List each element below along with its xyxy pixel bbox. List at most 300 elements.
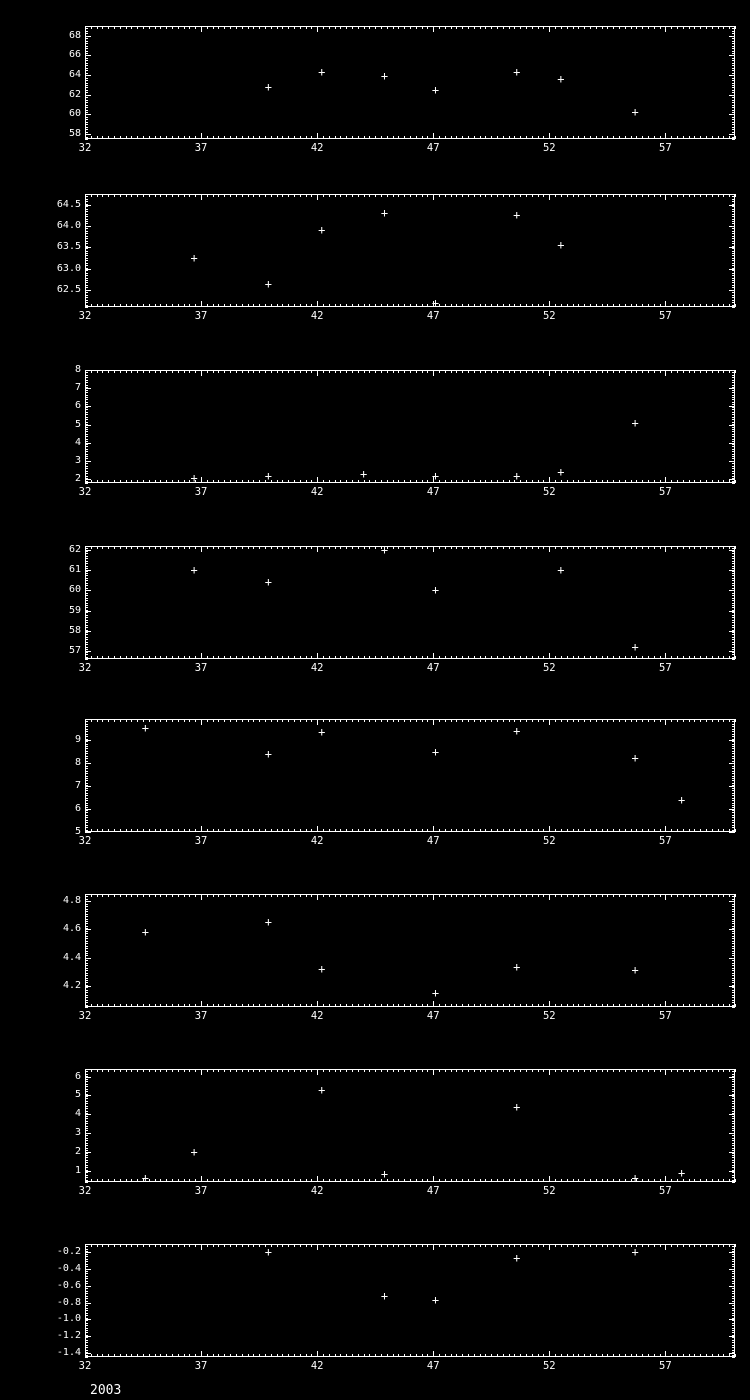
x-tick-label: 47 <box>426 310 440 322</box>
axis-minor-tick <box>85 1332 88 1333</box>
axis-minor-tick <box>85 1182 88 1183</box>
axis-minor-tick <box>445 719 446 722</box>
x-tick-label: 37 <box>194 1360 208 1372</box>
axis-minor-tick <box>97 656 98 659</box>
axis-minor-tick <box>694 1354 695 1357</box>
axis-minor-tick <box>543 1179 544 1182</box>
axis-minor-tick <box>102 1069 103 1072</box>
axis-minor-tick <box>85 970 88 971</box>
axis-minor-tick <box>427 1354 428 1357</box>
axis-minor-tick <box>480 1004 481 1007</box>
axis-minor-tick <box>375 1244 376 1247</box>
axis-minor-tick <box>561 1004 562 1007</box>
axis-minor-tick <box>311 304 312 307</box>
axis-minor-tick <box>683 719 684 722</box>
axis-minor-tick <box>311 370 312 373</box>
axis-minor-tick <box>329 1069 330 1072</box>
axis-minor-tick <box>85 51 88 52</box>
axis-minor-tick <box>497 194 498 197</box>
y-axis-major-tick <box>85 1252 91 1253</box>
axis-minor-tick <box>732 758 735 759</box>
data-point-marker <box>378 544 390 556</box>
axis-minor-tick <box>729 194 730 197</box>
axis-minor-tick <box>85 909 88 910</box>
axis-minor-tick <box>311 1069 312 1072</box>
axis-minor-tick <box>532 370 533 373</box>
axis-minor-tick <box>131 304 132 307</box>
data-point-marker <box>555 564 567 576</box>
axis-minor-tick <box>85 634 88 635</box>
axis-minor-tick <box>590 829 591 832</box>
axis-minor-tick <box>700 26 701 29</box>
axis-minor-tick <box>732 637 735 638</box>
data-point-marker <box>188 472 200 484</box>
y-axis-major-tick <box>729 36 735 37</box>
axis-minor-tick <box>451 1069 452 1072</box>
axis-minor-tick <box>735 1004 736 1007</box>
axis-minor-tick <box>732 1273 735 1274</box>
axis-minor-tick <box>102 304 103 307</box>
x-tick-label: 32 <box>78 835 92 847</box>
axis-minor-tick <box>271 304 272 307</box>
axis-minor-tick <box>642 829 643 832</box>
axis-minor-tick <box>712 304 713 307</box>
axis-minor-tick <box>485 480 486 483</box>
axis-minor-tick <box>265 26 266 29</box>
axis-minor-tick <box>526 1179 527 1182</box>
axis-minor-tick <box>381 194 382 197</box>
y-axis-major-tick <box>85 763 91 764</box>
axis-minor-tick <box>422 304 423 307</box>
axis-minor-tick <box>474 1244 475 1247</box>
axis-minor-tick <box>97 370 98 373</box>
axis-minor-tick <box>732 987 735 988</box>
x-tick-label: 52 <box>542 486 556 498</box>
axis-minor-tick <box>143 136 144 139</box>
axis-minor-tick <box>259 656 260 659</box>
axis-minor-tick <box>732 382 735 383</box>
axis-minor-tick <box>271 1004 272 1007</box>
data-point-marker <box>511 470 523 482</box>
axis-minor-tick <box>497 1069 498 1072</box>
y-tick-label: 7 <box>74 382 81 394</box>
axis-minor-tick <box>85 273 88 274</box>
axis-minor-tick <box>271 26 272 29</box>
axis-minor-tick <box>195 719 196 722</box>
axis-minor-tick <box>445 1179 446 1182</box>
x-axis-major-tick <box>85 894 86 900</box>
axis-minor-tick <box>732 923 735 924</box>
x-tick-label: 57 <box>659 835 672 847</box>
axis-minor-tick <box>236 370 237 373</box>
axis-minor-tick <box>410 719 411 722</box>
axis-minor-tick <box>596 1244 597 1247</box>
axis-minor-tick <box>155 829 156 832</box>
x-tick-label: 32 <box>78 1185 92 1197</box>
axis-minor-tick <box>631 370 632 373</box>
axis-minor-tick <box>625 304 626 307</box>
axis-minor-tick <box>253 1004 254 1007</box>
axis-minor-tick <box>439 194 440 197</box>
axis-minor-tick <box>172 656 173 659</box>
axis-minor-tick <box>642 546 643 549</box>
axis-minor-tick <box>732 287 735 288</box>
y-axis-major-tick <box>85 55 91 56</box>
axis-minor-tick <box>732 429 735 430</box>
axis-minor-tick <box>732 305 735 306</box>
axis-minor-tick <box>732 553 735 554</box>
axis-minor-tick <box>602 194 603 197</box>
axis-minor-tick <box>671 1244 672 1247</box>
axis-minor-tick <box>491 546 492 549</box>
axis-minor-tick <box>636 1069 637 1072</box>
axis-minor-tick <box>364 1069 365 1072</box>
axis-minor-tick <box>230 894 231 897</box>
axis-minor-tick <box>236 719 237 722</box>
axis-minor-tick <box>732 744 735 745</box>
axis-minor-tick <box>497 1244 498 1247</box>
data-point-marker <box>629 752 641 764</box>
axis-minor-tick <box>329 1004 330 1007</box>
axis-minor-tick <box>288 480 289 483</box>
axis-minor-tick <box>683 894 684 897</box>
axis-minor-tick <box>514 1244 515 1247</box>
axis-minor-tick <box>456 1069 457 1072</box>
axis-minor-tick <box>468 894 469 897</box>
axis-minor-tick <box>671 829 672 832</box>
axis-minor-tick <box>416 194 417 197</box>
axis-minor-tick <box>555 480 556 483</box>
axis-minor-tick <box>387 26 388 29</box>
axis-minor-tick <box>137 656 138 659</box>
axis-minor-tick <box>85 997 88 998</box>
axis-minor-tick <box>85 1155 88 1156</box>
axis-minor-tick <box>732 253 735 254</box>
axis-minor-tick <box>364 1244 365 1247</box>
axis-minor-tick <box>445 194 446 197</box>
axis-minor-tick <box>329 546 330 549</box>
chart-panel <box>0 876 750 1049</box>
axis-minor-tick <box>474 829 475 832</box>
axis-minor-tick <box>732 105 735 106</box>
axis-minor-tick <box>474 1004 475 1007</box>
axis-minor-tick <box>456 370 457 373</box>
axis-minor-tick <box>456 194 457 197</box>
axis-minor-tick <box>732 803 735 804</box>
axis-minor-tick <box>416 894 417 897</box>
axis-minor-tick <box>375 370 376 373</box>
axis-minor-tick <box>648 894 649 897</box>
axis-minor-tick <box>85 995 88 996</box>
axis-minor-tick <box>732 780 735 781</box>
axis-minor-tick <box>91 1354 92 1357</box>
axis-minor-tick <box>732 414 735 415</box>
axis-minor-tick <box>732 1332 735 1333</box>
axis-minor-tick <box>485 194 486 197</box>
axis-minor-tick <box>137 1244 138 1247</box>
axis-minor-tick <box>509 1179 510 1182</box>
axis-minor-tick <box>607 829 608 832</box>
axis-minor-tick <box>654 1354 655 1357</box>
axis-minor-tick <box>85 46 88 47</box>
axis-minor-tick <box>619 26 620 29</box>
axis-minor-tick <box>677 656 678 659</box>
axis-minor-tick <box>732 729 735 730</box>
axis-minor-tick <box>532 1179 533 1182</box>
axis-minor-tick <box>108 1179 109 1182</box>
axis-minor-tick <box>590 136 591 139</box>
y-axis-major-tick <box>729 443 735 444</box>
axis-minor-tick <box>230 1354 231 1357</box>
axis-minor-tick <box>143 480 144 483</box>
axis-minor-tick <box>85 139 88 140</box>
axis-minor-tick <box>671 136 672 139</box>
axis-minor-tick <box>166 894 167 897</box>
axis-minor-tick <box>195 656 196 659</box>
y-axis-major-tick <box>729 1336 735 1337</box>
axis-minor-tick <box>85 1281 88 1282</box>
axis-minor-tick <box>224 1179 225 1182</box>
axis-minor-tick <box>712 1179 713 1182</box>
axis-minor-tick <box>503 304 504 307</box>
axis-minor-tick <box>584 1244 585 1247</box>
axis-minor-tick <box>456 1244 457 1247</box>
axis-minor-tick <box>491 26 492 29</box>
axis-minor-tick <box>573 304 574 307</box>
axis-minor-tick <box>218 194 219 197</box>
x-axis-major-tick <box>85 301 86 307</box>
axis-minor-tick <box>236 1179 237 1182</box>
axis-minor-tick <box>85 1264 88 1265</box>
axis-minor-tick <box>85 243 88 244</box>
x-axis-major-tick <box>317 26 318 32</box>
axis-minor-tick <box>306 1244 307 1247</box>
y-tick-label: 58 <box>68 128 81 140</box>
axis-minor-tick <box>660 829 661 832</box>
axis-minor-tick <box>503 894 504 897</box>
axis-minor-tick <box>352 829 353 832</box>
axis-minor-tick <box>282 370 283 373</box>
axis-minor-tick <box>126 194 127 197</box>
x-axis-major-tick <box>201 719 202 725</box>
axis-minor-tick <box>732 231 735 232</box>
axis-minor-tick <box>236 829 237 832</box>
axis-minor-tick <box>85 968 88 969</box>
axis-minor-tick <box>375 194 376 197</box>
axis-minor-tick <box>300 1004 301 1007</box>
axis-minor-tick <box>427 1004 428 1007</box>
axis-minor-tick <box>85 1167 88 1168</box>
axis-minor-tick <box>369 1244 370 1247</box>
axis-minor-tick <box>607 194 608 197</box>
axis-minor-tick <box>573 1069 574 1072</box>
axis-minor-tick <box>178 1244 179 1247</box>
axis-minor-tick <box>143 370 144 373</box>
axis-minor-tick <box>85 617 88 618</box>
axis-minor-tick <box>732 1148 735 1149</box>
axis-minor-tick <box>85 107 88 108</box>
axis-minor-tick <box>85 1145 88 1146</box>
axis-minor-tick <box>468 26 469 29</box>
axis-minor-tick <box>706 136 707 139</box>
axis-minor-tick <box>468 1004 469 1007</box>
y-axis-major-tick <box>729 370 735 371</box>
axis-minor-tick <box>85 659 88 660</box>
axis-minor-tick <box>439 370 440 373</box>
axis-minor-tick <box>654 1004 655 1007</box>
axis-minor-tick <box>732 1111 735 1112</box>
axis-minor-tick <box>416 136 417 139</box>
axis-minor-tick <box>732 1177 735 1178</box>
axis-minor-tick <box>85 434 88 435</box>
axis-minor-tick <box>85 805 88 806</box>
axis-minor-tick <box>567 894 568 897</box>
axis-minor-tick <box>265 1179 266 1182</box>
y-axis-major-tick <box>729 134 735 135</box>
axis-minor-tick <box>404 1069 405 1072</box>
axis-minor-tick <box>346 304 347 307</box>
axis-minor-tick <box>102 1354 103 1357</box>
y-axis-major-tick <box>85 1319 91 1320</box>
axis-minor-tick <box>97 194 98 197</box>
axis-minor-tick <box>85 1098 88 1099</box>
axis-minor-tick <box>732 1301 735 1302</box>
axis-minor-tick <box>732 468 735 469</box>
axis-minor-tick <box>648 304 649 307</box>
axis-minor-tick <box>189 26 190 29</box>
axis-minor-tick <box>602 546 603 549</box>
axis-minor-tick <box>648 1179 649 1182</box>
y-axis-major-tick <box>85 95 91 96</box>
axis-minor-tick <box>732 776 735 777</box>
y-axis-major-tick <box>729 205 735 206</box>
axis-minor-tick <box>567 719 568 722</box>
axis-minor-tick <box>660 370 661 373</box>
y-axis-major-tick <box>85 809 91 810</box>
axis-minor-tick <box>561 1354 562 1357</box>
axis-minor-tick <box>369 719 370 722</box>
axis-minor-tick <box>85 780 88 781</box>
axis-minor-tick <box>427 719 428 722</box>
axis-minor-tick <box>567 1244 568 1247</box>
axis-minor-tick <box>340 194 341 197</box>
axis-minor-tick <box>282 304 283 307</box>
axis-minor-tick <box>265 1004 266 1007</box>
axis-minor-tick <box>573 829 574 832</box>
axis-minor-tick <box>352 26 353 29</box>
x-axis-major-tick <box>433 1176 434 1182</box>
axis-minor-tick <box>85 973 88 974</box>
axis-minor-tick <box>732 58 735 59</box>
axis-minor-tick <box>439 894 440 897</box>
axis-minor-tick <box>561 656 562 659</box>
axis-minor-tick <box>114 1179 115 1182</box>
axis-minor-tick <box>732 1140 735 1141</box>
axis-minor-tick <box>555 370 556 373</box>
axis-minor-tick <box>85 402 88 403</box>
axis-minor-tick <box>732 439 735 440</box>
axis-minor-tick <box>613 370 614 373</box>
y-axis-major-tick <box>729 611 735 612</box>
axis-minor-tick <box>85 946 88 947</box>
axis-minor-tick <box>735 1244 736 1247</box>
axis-minor-tick <box>248 370 249 373</box>
axis-minor-tick <box>288 894 289 897</box>
axis-minor-tick <box>398 26 399 29</box>
axis-minor-tick <box>732 644 735 645</box>
axis-minor-tick <box>85 595 88 596</box>
x-tick-label: 32 <box>78 662 92 674</box>
axis-minor-tick <box>120 829 121 832</box>
axis-minor-tick <box>567 546 568 549</box>
y-tick-label: -0.8 <box>56 1296 81 1308</box>
axis-minor-tick <box>619 1004 620 1007</box>
axis-minor-tick <box>172 26 173 29</box>
axis-minor-tick <box>85 800 88 801</box>
axis-minor-tick <box>602 829 603 832</box>
axis-minor-tick <box>732 778 735 779</box>
axis-minor-tick <box>85 451 88 452</box>
axis-minor-tick <box>91 894 92 897</box>
axis-minor-tick <box>369 1179 370 1182</box>
axis-minor-tick <box>387 1244 388 1247</box>
axis-minor-tick <box>85 766 88 767</box>
axis-minor-tick <box>178 894 179 897</box>
axis-minor-tick <box>451 1244 452 1247</box>
x-tick-label: 57 <box>659 310 672 322</box>
axis-minor-tick <box>358 719 359 722</box>
axis-minor-tick <box>300 719 301 722</box>
y-tick-label: 5 <box>74 1089 81 1101</box>
x-axis-major-tick <box>317 1244 318 1250</box>
axis-minor-tick <box>445 1244 446 1247</box>
axis-minor-tick <box>381 480 382 483</box>
axis-minor-tick <box>85 916 88 917</box>
axis-minor-tick <box>178 1354 179 1357</box>
axis-minor-tick <box>729 1004 730 1007</box>
axis-minor-tick <box>509 26 510 29</box>
axis-minor-tick <box>491 480 492 483</box>
axis-minor-tick <box>613 829 614 832</box>
axis-minor-tick <box>677 1244 678 1247</box>
axis-minor-tick <box>573 194 574 197</box>
axis-minor-tick <box>596 370 597 373</box>
axis-minor-tick <box>689 1069 690 1072</box>
axis-minor-tick <box>732 1069 735 1070</box>
axis-minor-tick <box>85 1130 88 1131</box>
axis-minor-tick <box>131 1179 132 1182</box>
axis-minor-tick <box>732 216 735 217</box>
axis-minor-tick <box>732 372 735 373</box>
axis-minor-tick <box>97 136 98 139</box>
axis-minor-tick <box>732 436 735 437</box>
axis-minor-tick <box>416 1244 417 1247</box>
axis-minor-tick <box>114 829 115 832</box>
axis-minor-tick <box>224 546 225 549</box>
axis-minor-tick <box>346 1244 347 1247</box>
axis-minor-tick <box>732 1126 735 1127</box>
axis-minor-tick <box>85 815 88 816</box>
axis-minor-tick <box>282 194 283 197</box>
plot-area <box>85 894 735 1007</box>
axis-minor-tick <box>456 656 457 659</box>
axis-minor-tick <box>538 719 539 722</box>
axis-minor-tick <box>732 409 735 410</box>
axis-minor-tick <box>137 1179 138 1182</box>
y-axis-major-tick <box>85 1269 91 1270</box>
data-point-marker <box>511 1101 523 1113</box>
axis-minor-tick <box>288 1179 289 1182</box>
